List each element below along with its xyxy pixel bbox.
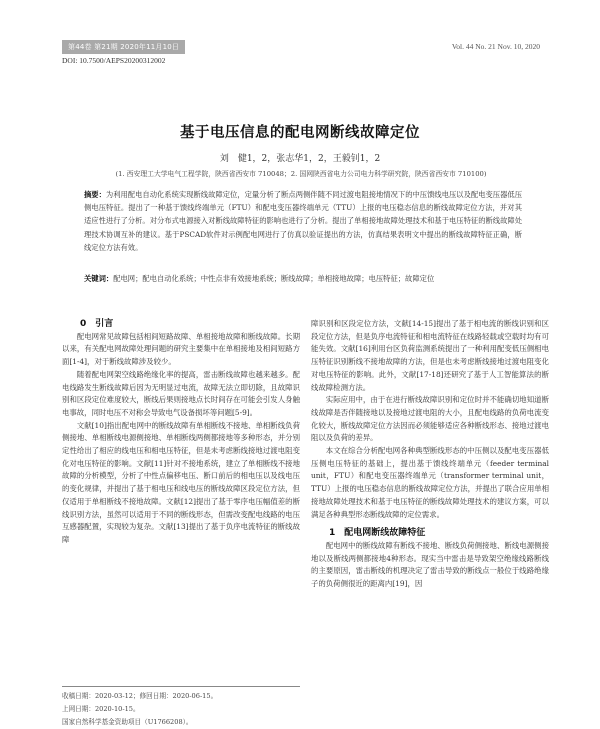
right-column	[311, 318, 549, 591]
paragraph: 配电网中的断线故障有断线不接地、断线负荷侧接地、断线电源侧接地以及断线两侧都接地4种形态。现实当中雷击是导致架空绝缘线路断线的主要原因，雷击断线的机理决定了雷击导致的断线点一般位于线路绝缘子的负荷侧很近的距离内[19]，因	[311, 540, 549, 589]
affiliations: (1. 西安理工大学电气工程学院，陕西省西安市 710048；2. 国网陕西省电力公司电力科学研究院，陕西省西安市 710100)	[115, 170, 487, 178]
paragraph-continued: 障识别和区段定位方法，文献[14-15]提出了基于相电流的断线识别和区段定位方法，但是负序电流特征和相电流特征在线路轻载或空载时均有可能失效。文献[16]利用台区负荷监测系统提出了一种利用配变低压侧相电压特征识别断线不接地故障的方法，但是也未考虑断线接地过渡电阻变化对电压特征的影响。此外，文献[17-18]还研究了基于人工智能算法的断线故障检测方法。	[311, 319, 549, 392]
keywords	[84, 272, 522, 285]
received-date: 收稿日期：2020-03-12；修回日期：2020-06-15。	[62, 692, 218, 700]
section-heading-fault-features: 1 配电网断线故障特征	[329, 528, 426, 539]
abstract-text: 为利用配电自动化系统实现断线故障定位，定量分析了断点两侧伴随不同过渡电阻接地情况下的中压馈线电压以及配电变压器低压侧电压特征。提出了一种基于馈线终端单元（FTU）和配电变压器终端单元（TTU）上报的电压稳态信息的断线故障定位方法，并对其适应性进行了分析。对分布式电源接入对断线故障特征的影响也进行了分析。提出了单相接地故障处理技术和基于电压特征的断线故障处理技术协调互补的建议。基于PSCAD软件对示例配电网进行了仿真以验证提出的方法，仿真结果表明文中提出的断线故障特征正确，断线定位方法有效。	[84, 190, 523, 252]
online-date: 上网日期：2020-10-15。	[62, 705, 140, 713]
running-header	[62, 40, 540, 54]
doi[interactable]: DOI: 10.7500/AEPS20200312002	[62, 56, 166, 65]
paper-title: 基于电压信息的配电网断线故障定位	[180, 125, 420, 141]
abstract-label: 摘要：	[84, 190, 106, 199]
left-column	[62, 318, 300, 547]
paragraph: 随着配电网架空线路绝缘化率的提高，雷击断线故障也越来越多。配电线路发生断线故障后因为无明显过电流，故障无法立即切除，且故障识别和区段定位难度较大，断线后果则接地点长时间存在可能会引发人身触电事故，同时电压不对称会导致电气设备损坏等问题[5-9]。	[62, 369, 300, 417]
keywords-label: 关键词：	[84, 274, 114, 283]
section-heading-intro: 0 引言	[80, 319, 114, 329]
author-list: 刘 健1，2，张志华1，2，王毅钊1，2	[219, 154, 381, 164]
paragraph: 实际应用中，由于在进行断线故障识别和定位时并不能确切地知道断线故障是否伴随接地以及接地过渡电阻的大小，且配电线路的负荷电流变化较大，断线故障定位方法因而必须能够适应各种断线形态、接地过渡电阻以及负荷的差异。	[311, 395, 549, 443]
fund-note: 国家自然科学基金资助项目（U1766208）。	[62, 718, 193, 726]
paragraph: 本文在综合分析配电网各种典型断线形态的中压侧以及配电变压器低压侧电压特征的基础上，提出基于馈线终端单元（feeder terminal unit，FTU）和配电变压器终端单元（transformer terminal unit，TTU）上报的电压稳态信息的断线故障定位方法，并提出了联合应用单相接地故障处理技术和基于电压特征的断线故障处理技术的建议方案，可以满足各种典型形态断线故障的定位需求。	[311, 446, 549, 519]
paragraph: 配电网常见故障包括相间短路故障、单相接地故障和断线故障。长期以来，有关配电网故障处理问题的研究主要集中在单相接地及相间短路方面[1-4]，对于断线故障涉及较少。	[62, 331, 300, 367]
abstract	[84, 188, 522, 254]
journal-issue-english: Vol. 44 No. 21 Nov. 10, 2020	[451, 42, 540, 51]
footnote	[62, 686, 300, 729]
keywords-text: 配电网；配电自动化系统；中性点非有效接地系统；断线故障；单相接地故障；电压特征；故障定位	[113, 274, 435, 283]
paragraph: 文献[10]指出配电网中的断线故障有单相断线不接地、单相断线负荷侧接地、单相断线电源侧接地、单相断线两侧都接地等多种形态，并分别定性给出了相应的线电压和相电压特征，但是未考虑断线接地过渡电阻变化对电压特征的影响。文献[11]针对不接地系统，建立了单相断线不接地故障的分析模型，分析了中性点偏移电压、断口前后的相电压以及线电压的变化规律，并提出了基于相电压和线电压的断线故障区段定位方法，但仅适用于单相断线不接地故障。文献[12]提出了基于零序电压幅值差的断线识别方法，虽然可以适用于不同的断线形态，但需改变配电线路的电压互感器配置，实现较为复杂。文献[13]提出了基于负序电流特征的断线故障	[62, 420, 300, 544]
journal-issue-badge: 第44卷 第21期 2020年11月10日	[62, 40, 185, 54]
